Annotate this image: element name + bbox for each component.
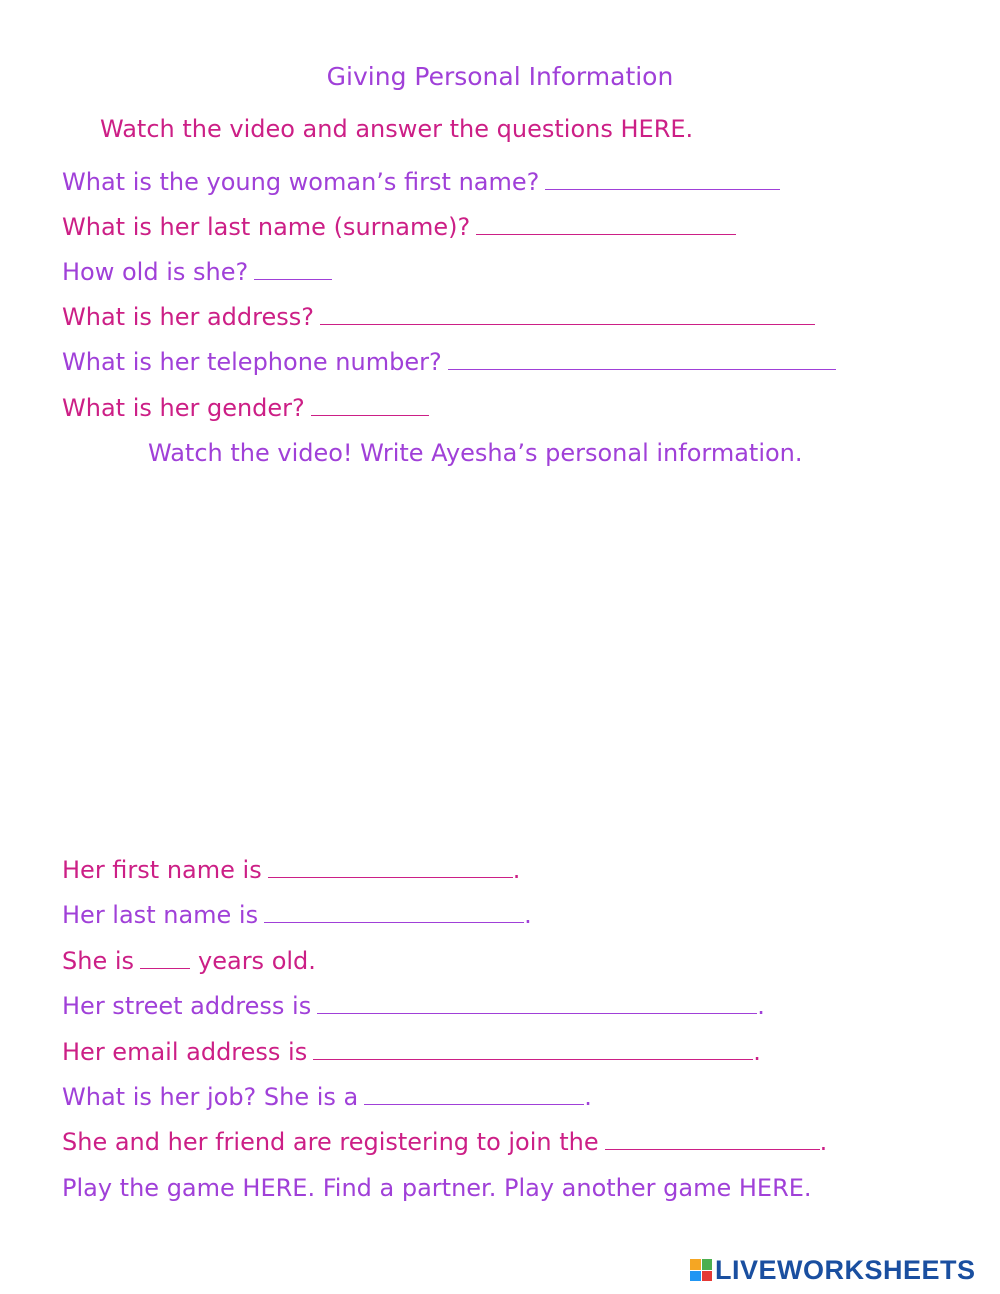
logo-square-1 <box>690 1259 701 1270</box>
answer-blank[interactable] <box>140 948 190 969</box>
logo-square-4 <box>702 1271 713 1282</box>
question-text: How old is she? <box>62 258 249 286</box>
answer-blank[interactable] <box>311 395 429 416</box>
sentence-text: She is <box>62 947 135 975</box>
sentence-text: Her last name is <box>62 901 259 929</box>
question-telephone <box>62 347 836 377</box>
sentence-text: What is her job? She is a <box>62 1083 359 1111</box>
answer-blank[interactable] <box>264 902 524 923</box>
sentence-text: Her email address is <box>62 1038 308 1066</box>
question-text: What is her telephone number? <box>62 348 442 376</box>
sentence-suffix: . <box>819 1128 828 1156</box>
liveworksheets-logo <box>690 1254 976 1286</box>
sentence-registering <box>62 1127 827 1157</box>
answer-blank[interactable] <box>313 1039 753 1060</box>
sentence-text: She and her friend are registering to join the <box>62 1128 599 1156</box>
question-text: What is her address? <box>62 303 314 331</box>
sentence-job <box>62 1082 592 1112</box>
logo-text: LIVEWORKSHEETS <box>715 1254 976 1285</box>
sentence-street-address <box>62 991 765 1021</box>
answer-blank[interactable] <box>605 1129 820 1150</box>
sentence-text: Her first name is <box>62 856 262 884</box>
answer-blank[interactable] <box>317 993 757 1014</box>
logo-square-2 <box>702 1259 713 1270</box>
sentence-email-address <box>62 1037 761 1067</box>
answer-blank[interactable] <box>364 1084 584 1105</box>
sentence-age <box>62 946 316 976</box>
answer-blank[interactable] <box>320 304 815 325</box>
sentence-suffix: years old. <box>198 947 316 975</box>
question-address <box>62 302 815 332</box>
question-text: What is her gender? <box>62 394 305 422</box>
sentence-text: Her street address is <box>62 992 312 1020</box>
sentence-first-name <box>62 855 520 885</box>
sentence-suffix: . <box>757 992 765 1020</box>
answer-blank[interactable] <box>268 857 513 878</box>
question-text: What is her last name (surname)? <box>62 213 471 241</box>
question-text: What is the young woman’s first name? <box>62 168 540 196</box>
logo-icon <box>690 1259 712 1281</box>
answer-blank[interactable] <box>448 349 836 370</box>
instruction-video-questions: Watch the video and answer the questions HERE. <box>100 115 694 143</box>
question-last-name <box>62 212 736 242</box>
closing-instruction: Play the game HERE. Find a partner. Play another game HERE. <box>62 1174 812 1202</box>
sentence-suffix: . <box>753 1038 761 1066</box>
answer-blank[interactable] <box>476 214 736 235</box>
sentence-suffix: . <box>512 856 521 884</box>
question-first-name <box>62 167 780 197</box>
sentence-suffix: . <box>584 1083 592 1111</box>
question-age <box>62 257 332 287</box>
answer-blank[interactable] <box>545 169 780 190</box>
logo-square-3 <box>690 1271 701 1282</box>
instruction-ayesha: Watch the video! Write Ayesha’s personal information. <box>148 439 803 467</box>
sentence-suffix: . <box>524 901 532 929</box>
page-title: Giving Personal Information <box>326 62 674 91</box>
question-gender <box>62 393 429 423</box>
sentence-last-name <box>62 900 532 930</box>
answer-blank[interactable] <box>254 259 332 280</box>
